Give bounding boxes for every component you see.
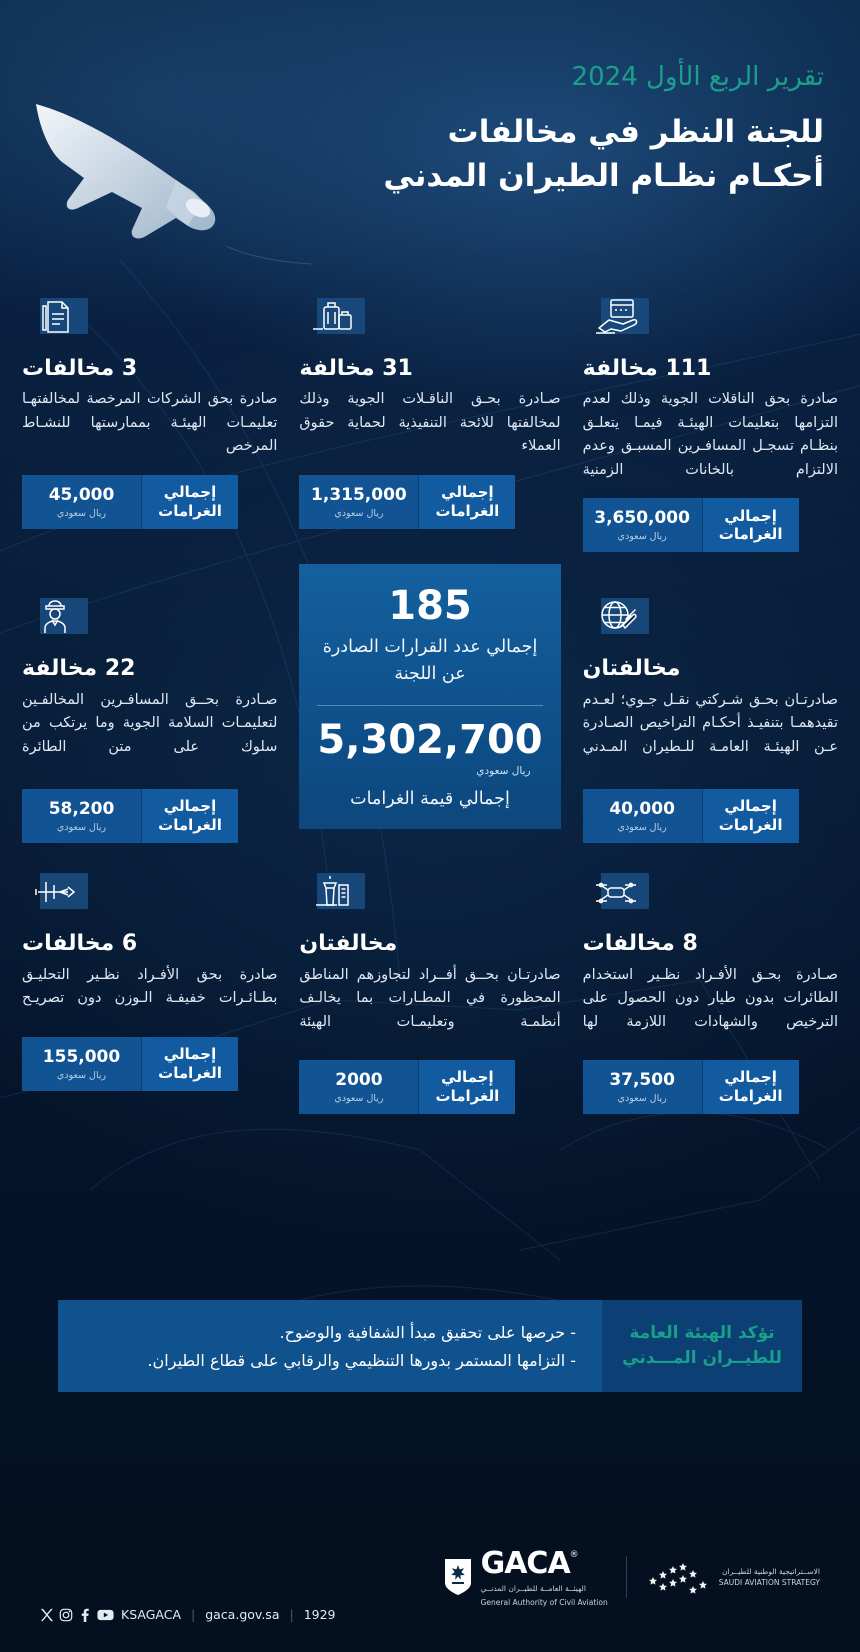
stat-count: 6 مخالفات [22, 931, 138, 957]
fine-label [703, 789, 799, 843]
report-kicker: تقرير الربع الأول 2024 [571, 62, 824, 92]
banner-title-line-1: تؤكد الهيئة العامة [629, 1322, 775, 1343]
fine-label [142, 475, 238, 529]
stat-description: صادرتـان بحـق شـركتي نقـل جـوي؛ لعـدم تقيدهمـا بتنفيـذ أحكـام التراخيص الصـادرة عـن الهيئـة العامـة للـطيران المـدني [582, 691, 838, 755]
airplane-illustration [26, 96, 316, 276]
stat-card-licensed-companies [22, 292, 277, 552]
stat-card-air-carriers-customer-rights [299, 292, 560, 552]
fine-label-line-1: إجمالي [724, 506, 777, 525]
stat-description: صادرة بحق الناقلات الجوية وذلك لعدم التزامها بتعليمات الهيئـة فيمـا يتعلـق بنظـام تسجـل المسافـرين المسبـق وعدم الالتزام بالخانات الزمنية [582, 391, 838, 478]
banner-point: - التزامها المستمر بدورها التنظيمي والرقابي على قطاع الطيران. [147, 1350, 576, 1370]
total-summary-cell [299, 560, 560, 843]
total-summary-card [299, 564, 560, 829]
fine-badge [583, 1060, 799, 1114]
badge-divider [141, 475, 142, 529]
fine-label-line-2: الغرامات [158, 1063, 222, 1082]
total-decisions-label: إجمالي عدد القرارات الصادرة عن اللجنة [322, 637, 538, 684]
fine-amount-block [22, 1037, 141, 1091]
document-icon [22, 292, 88, 342]
fine-currency: ريال سعودي [334, 507, 384, 519]
fine-amount-block [22, 475, 141, 529]
gaca-name-ar: الهيئــة العامــة للطيــران المدنــي [480, 1584, 586, 1593]
fine-amount: 155,000 [42, 1046, 121, 1067]
fine-label-line-1: إجمالي [163, 1044, 217, 1063]
fine-amount: 58,200 [48, 799, 115, 820]
stat-card-restricted-zones [299, 851, 560, 1114]
header-text-block [383, 62, 824, 198]
control-tower-icon [299, 867, 365, 917]
fine-label-line-1: إجمالي [724, 797, 777, 816]
banner-point: - حرصها على تحقيق مبدأ الشفافية والوضوح. [279, 1322, 576, 1342]
strategy-stars-icon [645, 1557, 709, 1597]
total-decisions-number: 185 [388, 583, 472, 630]
stat-count: 3 مخالفات [22, 356, 138, 381]
footer-logos [443, 1546, 820, 1608]
fine-label-line-2: الغرامات [435, 1087, 500, 1106]
total-fines-currency: ريال سعودي [476, 764, 531, 777]
fine-label-line-1: إجمالي [163, 483, 217, 502]
saudi-aviation-strategy-logo [645, 1557, 820, 1597]
page-title-line-2: أحكـام نظـام الطيران المدني [383, 158, 824, 195]
instagram-icon[interactable] [59, 1608, 73, 1622]
fine-currency: ريال سعودي [617, 531, 667, 543]
globe-plane-icon [583, 592, 649, 642]
badge-divider [702, 1060, 703, 1114]
total-fines-label: إجمالي قيمة الغرامات [350, 788, 510, 809]
footer-contact [40, 1607, 336, 1622]
gaca-emblem-icon [443, 1557, 473, 1597]
fine-label [419, 1060, 515, 1114]
fine-amount-block [583, 1060, 702, 1114]
fine-label [142, 1037, 238, 1091]
fine-label-line-2: الغرامات [718, 816, 783, 835]
fine-amount: 3,650,000 [594, 508, 690, 529]
stat-count: مخالفتان [299, 931, 398, 957]
facebook-icon[interactable] [78, 1608, 92, 1622]
fine-label [142, 789, 238, 843]
fine-label-line-1: إجمالي [724, 1068, 777, 1087]
fine-currency: ريال سعودي [334, 1093, 384, 1105]
stat-description: صادرة بحق الأفـراد نظـير التحليـق بطـائـرات خفيفـة الـوزن دون تصريـح [22, 966, 278, 1007]
fine-label-line-1: إجمالي [441, 1068, 494, 1087]
fine-label [703, 1060, 799, 1114]
luggage-icon [299, 292, 365, 342]
fine-label-line-2: الغرامات [435, 501, 500, 520]
banner-body [58, 1300, 602, 1392]
fine-badge [583, 498, 799, 552]
stat-description: صـادرة بحـق الناقـلات الجوية وذلك لمخالفتها للائحة التنفيذية لحماية حقوق العملاء [299, 391, 561, 455]
crew-officer-icon [22, 592, 88, 642]
gaca-trademark: ® [569, 1550, 579, 1560]
website-url[interactable]: gaca.gov.sa [205, 1607, 280, 1622]
stat-count: 22 مخالفة [22, 656, 136, 682]
fine-currency: ريال سعودي [56, 1069, 107, 1081]
contact-divider-1: | [191, 1607, 196, 1622]
fine-label-line-2: الغرامات [158, 816, 222, 835]
fine-badge [22, 789, 238, 843]
fine-label-line-2: الغرامات [718, 525, 783, 544]
social-icons-group[interactable] [40, 1608, 114, 1622]
badge-divider [418, 475, 419, 529]
fine-label [703, 498, 799, 552]
fine-currency: ريال سعودي [617, 822, 667, 834]
stat-card-air-carriers-prior-registration [583, 292, 838, 552]
fine-amount-block [299, 475, 418, 529]
fine-label-line-2: الغرامات [718, 1087, 783, 1106]
fine-label-line-2: الغرامات [158, 501, 222, 520]
gaca-name-en: General Authority of Civil Aviation [480, 1597, 608, 1607]
badge-divider [418, 1060, 419, 1114]
strategy-name-ar: الاســتراتيجية الوطنية للطيــران [722, 1566, 820, 1576]
stat-count: مخالفتان [582, 656, 681, 682]
drone-icon [583, 867, 649, 917]
stats-grid [22, 292, 838, 1114]
footer-logo-divider [626, 1556, 627, 1598]
fine-amount: 40,000 [609, 799, 675, 820]
light-aircraft-icon [22, 867, 88, 917]
stat-description: صـادرة بحــق المسافـرين المخالفـين لتعليمـات السلامة الجوية وما يرتكب من سلوك على متن الطائرة [22, 691, 278, 755]
stat-description: صـادرة بحـق الأفـراد نظـير استخدام الطائرات بدون طيار دون الحصول على الترخيص والشهادات اللازمة لها [582, 966, 838, 1030]
strategy-logo-text [719, 1566, 820, 1589]
fine-currency: ريال سعودي [617, 1093, 667, 1105]
stat-card-light-aircraft [22, 851, 277, 1114]
phone-number[interactable]: 1929 [303, 1607, 336, 1622]
badge-divider [141, 1037, 142, 1091]
badge-divider [702, 789, 703, 843]
header [0, 0, 860, 290]
stat-description: صادرة بحق الشركات المرخصة لمخالفتهـا تعليمـات الهيئـة بممارستها للنشـاط المرخص [22, 391, 278, 455]
fine-amount: 45,000 [48, 484, 115, 505]
fine-currency: ريال سعودي [56, 822, 107, 834]
contact-divider-2: | [289, 1607, 294, 1622]
badge-divider [141, 789, 142, 843]
fine-amount: 2000 [335, 1070, 383, 1091]
stat-card-air-transport-companies [583, 560, 838, 843]
banner-title-line-2: للطيــران المـــدني [622, 1348, 782, 1368]
page-title-line-1: للجنة النظر في مخالفات [447, 114, 824, 150]
fine-badge [22, 475, 238, 529]
stat-count: 8 مخالفات [582, 931, 698, 957]
strategy-name-en: SAUDI AVIATION STRATEGY [718, 1578, 820, 1587]
fine-label [419, 475, 515, 529]
fine-amount-block [583, 789, 702, 843]
fine-label-line-1: إجمالي [441, 483, 494, 502]
fine-amount-block [299, 1060, 418, 1114]
youtube-icon[interactable] [97, 1608, 114, 1622]
stat-description: صادرتـان بحــق أفــراد لتجاوزهم المناطق المحظورة في المطـارات بما يخالـف أنظمـة وتعليمـات الهيئة [299, 966, 561, 1030]
gaca-logo [443, 1546, 608, 1608]
commitment-banner [58, 1300, 802, 1392]
badge-divider [702, 498, 703, 552]
x-icon[interactable] [40, 1608, 54, 1622]
stat-count: 31 مخالفة [299, 356, 413, 381]
footer-bar [0, 1504, 860, 1652]
fine-amount: 37,500 [609, 1070, 675, 1091]
page-title [383, 110, 824, 198]
fine-amount: 1,315,000 [311, 484, 407, 505]
social-handle[interactable]: KSAGACA [121, 1607, 181, 1622]
fine-badge [22, 1037, 238, 1091]
stat-count: 111 مخالفة [582, 356, 712, 381]
fine-amount-block [583, 498, 702, 552]
fine-amount-block [22, 789, 141, 843]
fine-label-line-1: إجمالي [163, 797, 217, 816]
banner-title [602, 1300, 802, 1392]
plane-calendar-icon [583, 292, 649, 342]
fine-badge [583, 789, 799, 843]
fine-currency: ريال سعودي [56, 507, 107, 519]
fine-badge [299, 1060, 515, 1114]
total-fines-amount: 5,302,700 [317, 716, 543, 763]
summary-divider [317, 705, 542, 706]
stat-card-drone-operation [583, 851, 838, 1114]
stat-card-passengers-safety [22, 560, 277, 843]
gaca-wordmark: GACA [480, 1546, 570, 1581]
fine-badge [299, 475, 515, 529]
